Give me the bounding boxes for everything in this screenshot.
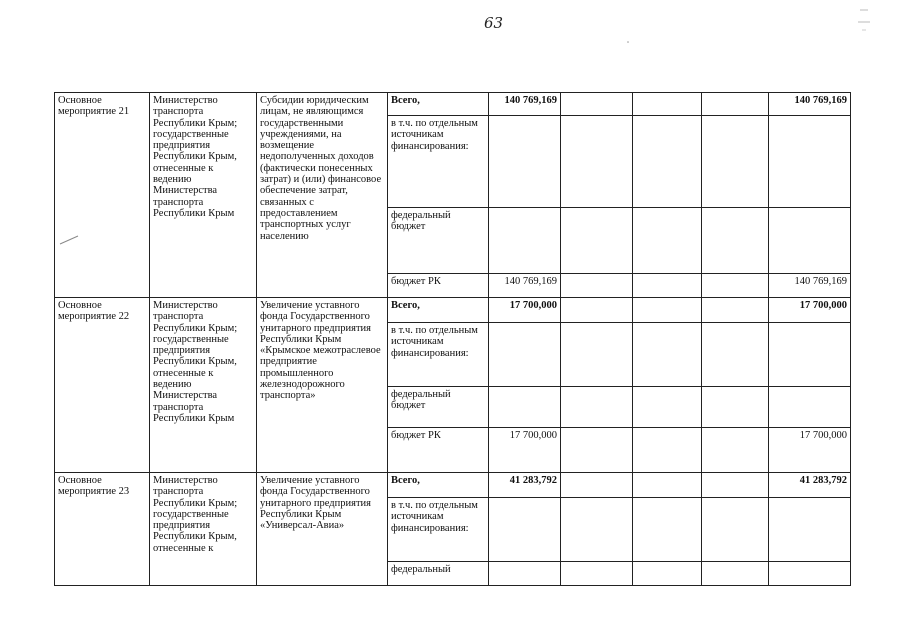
empty-cell (769, 498, 851, 562)
regional-label: бюджет РК (388, 428, 489, 473)
empty-cell (561, 274, 633, 298)
empty-cell (702, 93, 769, 116)
total-year-value: 140 769,169 (489, 93, 561, 116)
regional-year-value: 140 769,169 (489, 274, 561, 298)
federal-label: федеральный бюджет (388, 208, 489, 274)
event-cell: Основное мероприятие 23 (55, 473, 150, 586)
description-cell: Увеличение уставного фонда Государственного унитарного предприятия Республики Крым «Универсал-Авиа» (257, 473, 388, 586)
including-label: в т.ч. по отдельным источникам финансирования: (388, 323, 489, 387)
empty-cell (702, 274, 769, 298)
including-label: в т.ч. по отдельным источникам финансирования: (388, 116, 489, 208)
total-sum-value: 41 283,792 (769, 473, 851, 498)
empty-cell (769, 387, 851, 428)
total-label: Всего, (388, 93, 489, 116)
empty-cell (633, 93, 702, 116)
empty-cell (489, 387, 561, 428)
total-label: Всего, (388, 473, 489, 498)
empty-cell (769, 562, 851, 586)
empty-cell (561, 428, 633, 473)
empty-cell (769, 323, 851, 387)
event-cell: Основное мероприятие 22 (55, 298, 150, 473)
empty-cell (702, 323, 769, 387)
description-cell: Увеличение уставного фонда Государственного унитарного предприятия Республики Крым «Крымское межотраслевое предприятие промышленного железнодорожного транспорта» (257, 298, 388, 473)
total-sum-value: 17 700,000 (769, 298, 851, 323)
empty-cell (702, 298, 769, 323)
total-label: Всего, (388, 298, 489, 323)
executor-cell: Министерство транспорта Республики Крым; государственные предприятия Республики Крым, отнесенные к (150, 473, 257, 586)
empty-cell (702, 428, 769, 473)
empty-cell (633, 208, 702, 274)
empty-cell (561, 116, 633, 208)
empty-cell (489, 208, 561, 274)
total-sum-value: 140 769,169 (769, 93, 851, 116)
empty-cell (489, 116, 561, 208)
financing-table (54, 92, 851, 586)
federal-label: федеральный бюджет (388, 387, 489, 428)
empty-cell (561, 498, 633, 562)
empty-cell (702, 116, 769, 208)
description-cell: Субсидии юридическим лицам, не являющимся государственными учреждениями, на возмещение недополученных доходов (фактически понесенных затрат) и (или) финансовое обеспечение затрат, связанных с предоставлением транспортных услуг населению (257, 93, 388, 298)
empty-cell (633, 274, 702, 298)
executor-cell: Министерство транспорта Республики Крым; государственные предприятия Республики Крым, отнесенные к ведению Министерства транспорта Республики Крым (150, 298, 257, 473)
regional-sum-value: 17 700,000 (769, 428, 851, 473)
empty-cell (561, 93, 633, 116)
table-row (55, 298, 851, 323)
executor-cell: Министерство транспорта Республики Крым; государственные предприятия Республики Крым, отнесенные к ведению Министерства транспорта Республики Крым (150, 93, 257, 298)
empty-cell (489, 498, 561, 562)
empty-cell (633, 473, 702, 498)
total-year-value: 17 700,000 (489, 298, 561, 323)
table-row (55, 93, 851, 116)
empty-cell (633, 323, 702, 387)
empty-cell (561, 323, 633, 387)
including-label: в т.ч. по отдельным источникам финансирования: (388, 498, 489, 562)
empty-cell (561, 208, 633, 274)
federal-label: федеральный (388, 562, 489, 586)
regional-year-value: 17 700,000 (489, 428, 561, 473)
empty-cell (561, 387, 633, 428)
regional-sum-value: 140 769,169 (769, 274, 851, 298)
empty-cell (633, 428, 702, 473)
empty-cell (769, 208, 851, 274)
page-number: 63 (484, 14, 504, 32)
empty-cell (633, 562, 702, 586)
empty-cell (769, 116, 851, 208)
empty-cell (633, 298, 702, 323)
empty-cell (561, 473, 633, 498)
table-row (55, 473, 851, 498)
total-year-value: 41 283,792 (489, 473, 561, 498)
empty-cell (489, 323, 561, 387)
empty-cell (702, 387, 769, 428)
empty-cell (561, 298, 633, 323)
empty-cell (633, 116, 702, 208)
empty-cell (561, 562, 633, 586)
regional-label: бюджет РК (388, 274, 489, 298)
empty-cell (702, 208, 769, 274)
empty-cell (702, 562, 769, 586)
empty-cell (489, 562, 561, 586)
event-cell: Основное мероприятие 21 (55, 93, 150, 298)
empty-cell (633, 498, 702, 562)
empty-cell (633, 387, 702, 428)
empty-cell (702, 473, 769, 498)
empty-cell (702, 498, 769, 562)
